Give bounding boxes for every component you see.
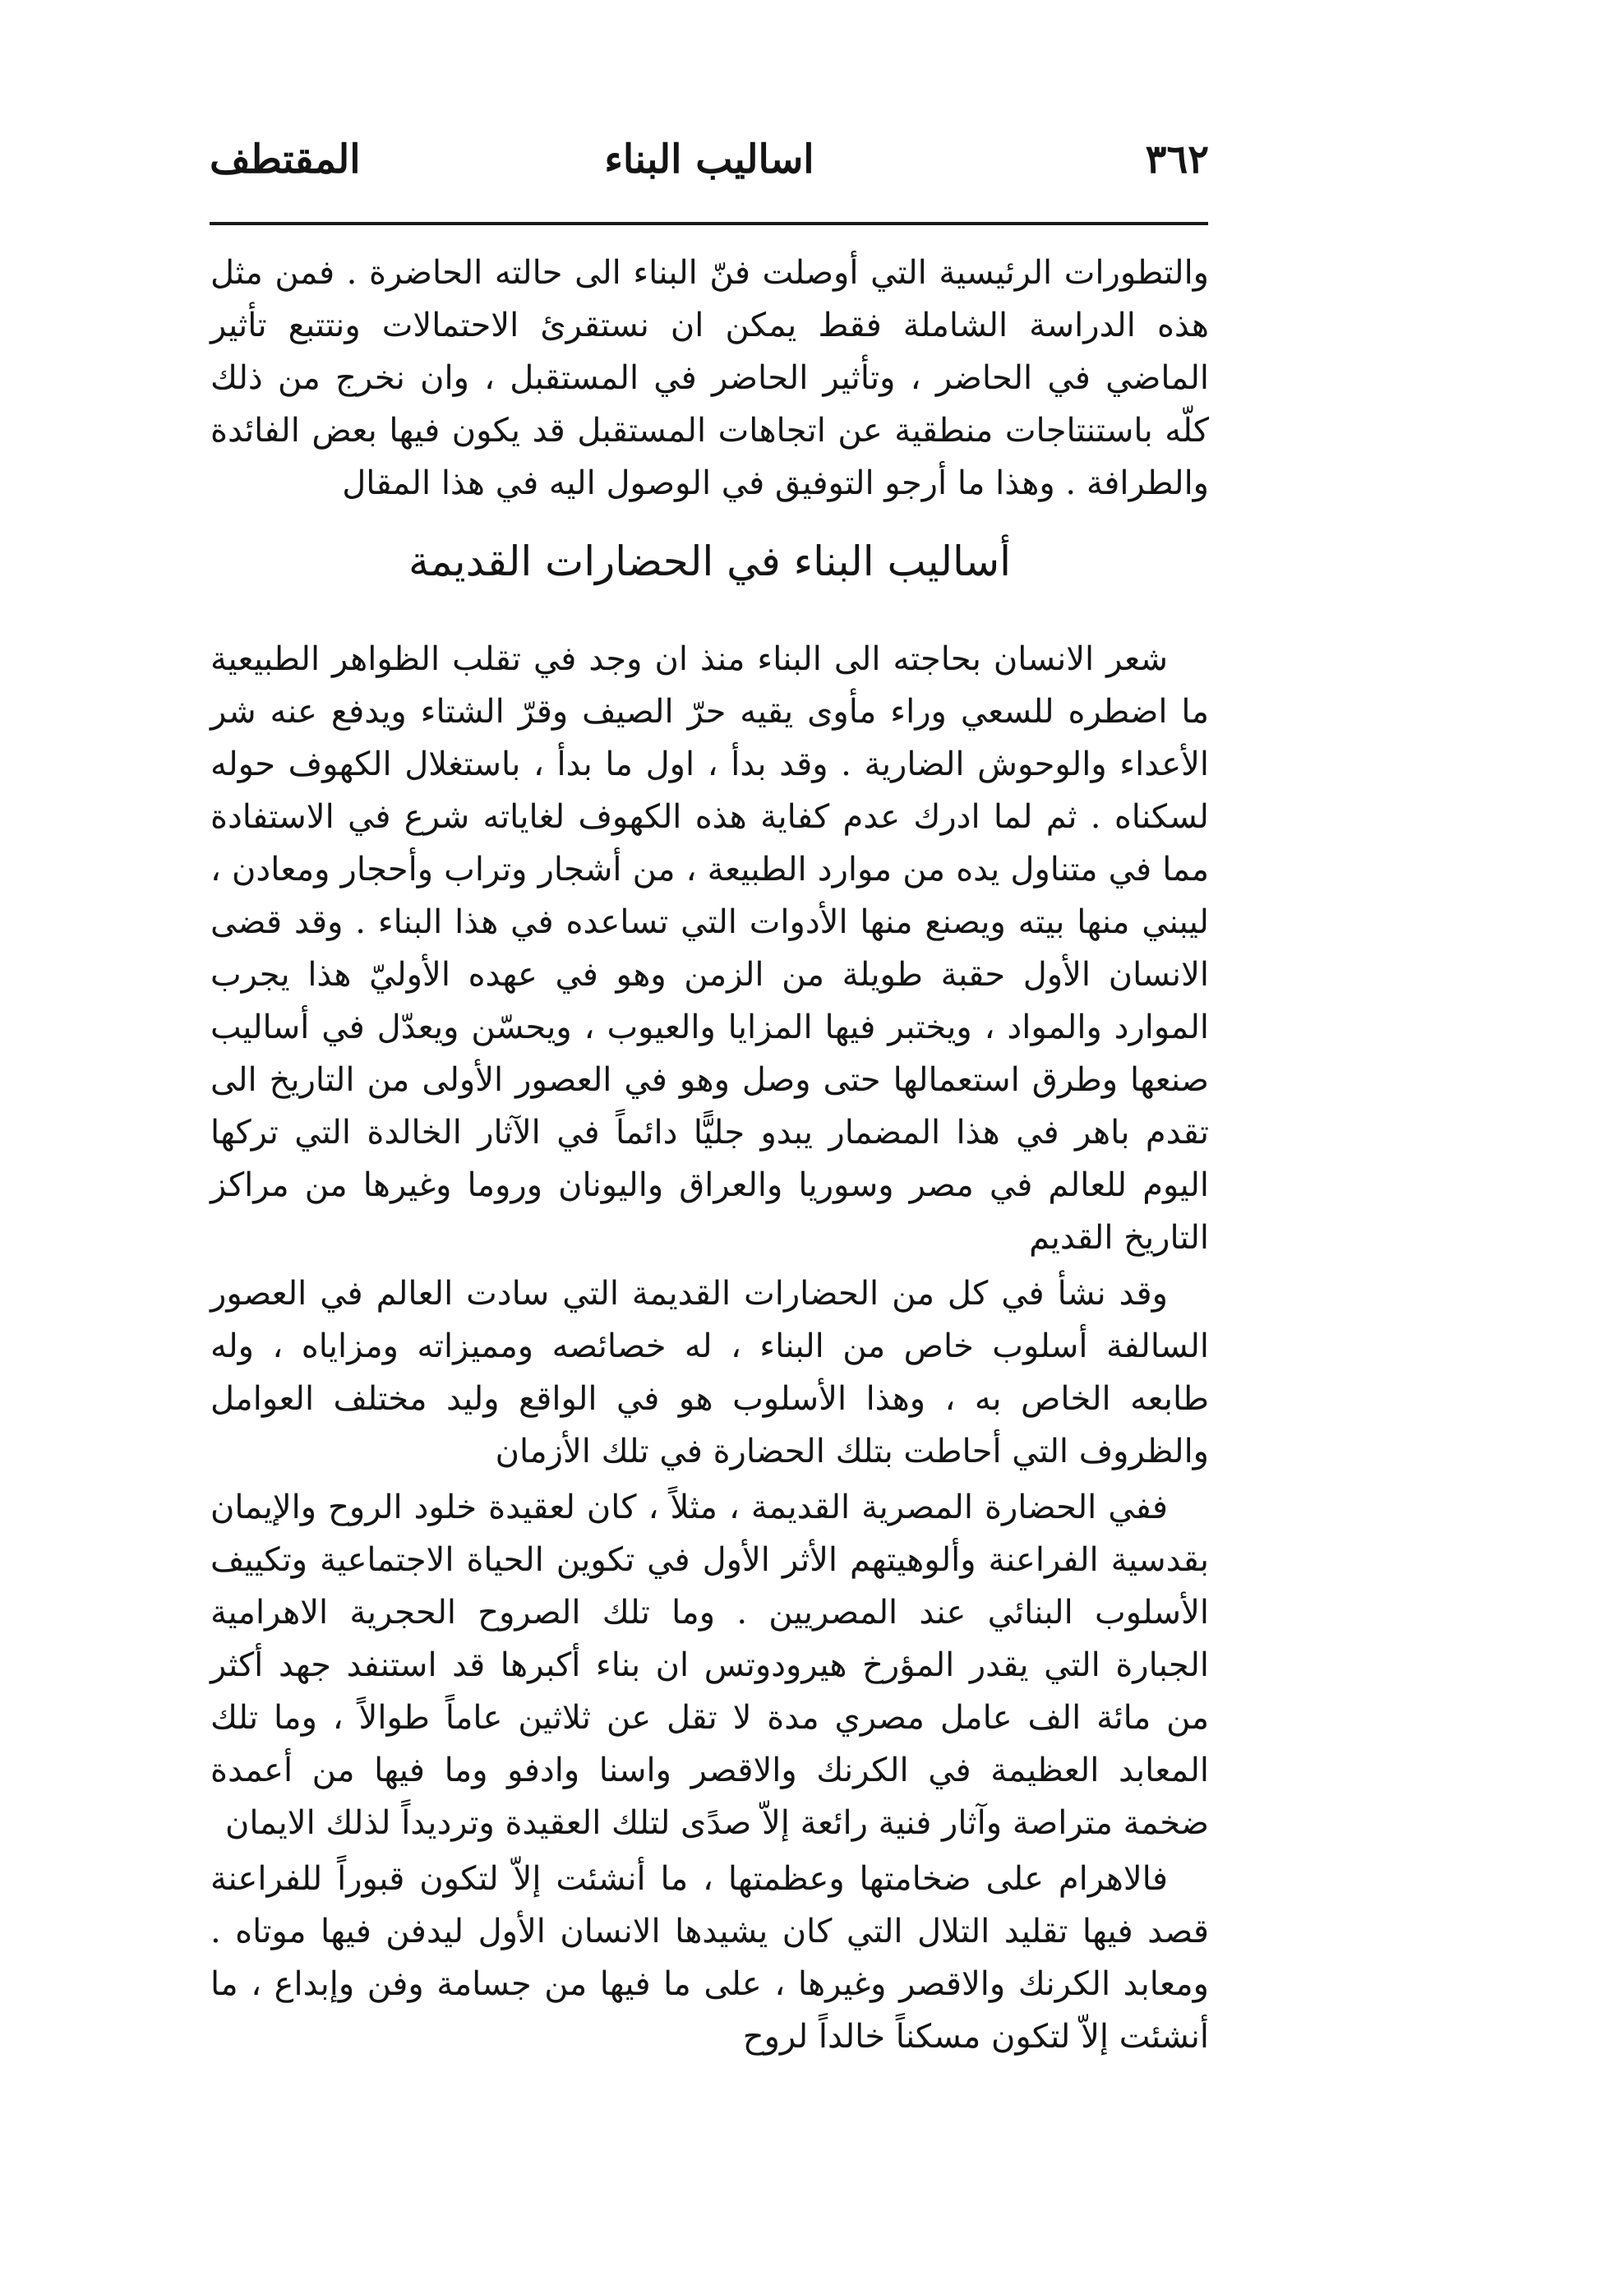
page-header bbox=[210, 130, 1209, 196]
header-rule bbox=[210, 222, 1208, 225]
paragraph-1: شعر الانسان بحاجته الى البناء منذ ان وجد في تقلب الظواهر الطبيعية ما اضطره للسعي وراء مأوى يقيه حرّ الصيف وقرّ الشتاء ويدفع عنه شر الأعداء والوحوش الضارية . وقد بدأ ، اول ما بدأ ، باستغلال الكهوف حوله لسكناه . ثم لما ادرك عدم كفاية هذه الكهوف لغاياته شرع في الاستفادة مما في متناول يده من موارد الطبيعة ، من أشجار وتراب وأحجار ومعادن ، ليبني منها بيته ويصنع منها الأدوات التي تساعده في هذا البناء . وقد قضى الانسان الأول حقبة طويلة من الزمن وهو في عهده الأوليّ هذا يجرب الموارد والمواد ، ويختبر فيها المزايا والعيوب ، ويحسّن ويعدّل في أساليب صنعها وطرق استعمالها حتى وصل وهو في العصور الأولى من التاريخ الى تقدم باهر في هذا المضمار يبدو جليًّا دائماً في الآثار الخالدة التي تركها اليوم للعالم في مصر وسوريا والعراق واليونان وروما وغيرها من مراكز التاريخ القديم bbox=[210, 640, 1209, 1257]
intro-paragraph: والتطورات الرئيسية التي أوصلت فنّ البناء الى حالته الحاضرة . فمن مثل هذه الدراسة الشاملة فقط يمكن ان نستقرئ الاحتمالات ونتتبع تأثير الماضي في الحاضر ، وتأثير الحاضر في المستقبل ، وان نخرج من ذلك كلّه باستنتاجات منطقية عن اتجاهات المستقبل قد يكون فيها بعض الفائدة والطرافة . وهذا ما أرجو التوفيق في الوصول اليه في هذا المقال bbox=[210, 254, 1209, 502]
running-title: اساليب البناء bbox=[604, 136, 814, 182]
paragraph-2: وقد نشأ في كل من الحضارات القديمة التي سادت العالم في العصور السالفة أسلوب خاص من البناء ، له خصائصه ومميزاته ومزاياه ، وله طابعه الخاص به ، وهذا الأسلوب هو في الواقع وليد مختلف العوامل والظروف التي أحاطت بتلك الحضارة في تلك الأزمان bbox=[210, 1275, 1209, 1470]
section-heading: أساليب البناء في الحضارات القديمة bbox=[408, 538, 1012, 585]
article-body bbox=[210, 247, 1209, 2063]
page-number: ٣٦٢ bbox=[1145, 136, 1209, 182]
paragraph-4: فالاهرام على ضخامتها وعظمتها ، ما أنشئت إلاّ لتكون قبوراً للفراعنة قصد فيها تقليد التلال التي كان يشيدها الانسان الأول ليدفن فيها موتاه . ومعابد الكرنك والاقصر وغيرها ، على ما فيها من جسامة وفن وإبداع ، ما أنشئت إلاّ لتكون مسكناً خالداً لروح bbox=[210, 1860, 1210, 2056]
journal-name: المقتطف bbox=[210, 136, 361, 182]
paragraph-3: ففي الحضارة المصرية القديمة ، مثلاً ، كان لعقيدة خلود الروح والإيمان بقدسية الفراعنة وألوهيتهم الأثر الأول في تكوين الحياة الاجتماعية وتكييف الأسلوب البنائي عند المصريين . وما تلك الصروح الحجرية الاهرامية الجبارة التي يقدر المؤرخ هيرودوتس ان بناء أكبرها قد استنفد جهد أكثر من مائة الف عامل مصري مدة لا تقل عن ثلاثين عاماً طوالاً ، وما تلك المعابد العظيمة في الكرنك والاقصر واسنا وادفو وما فيها من أعمدة ضخمة متراصة وآثار فنية رائعة إلاّ صدًى لتلك العقيدة وترديداً لذلك الايمان bbox=[210, 1489, 1209, 1842]
